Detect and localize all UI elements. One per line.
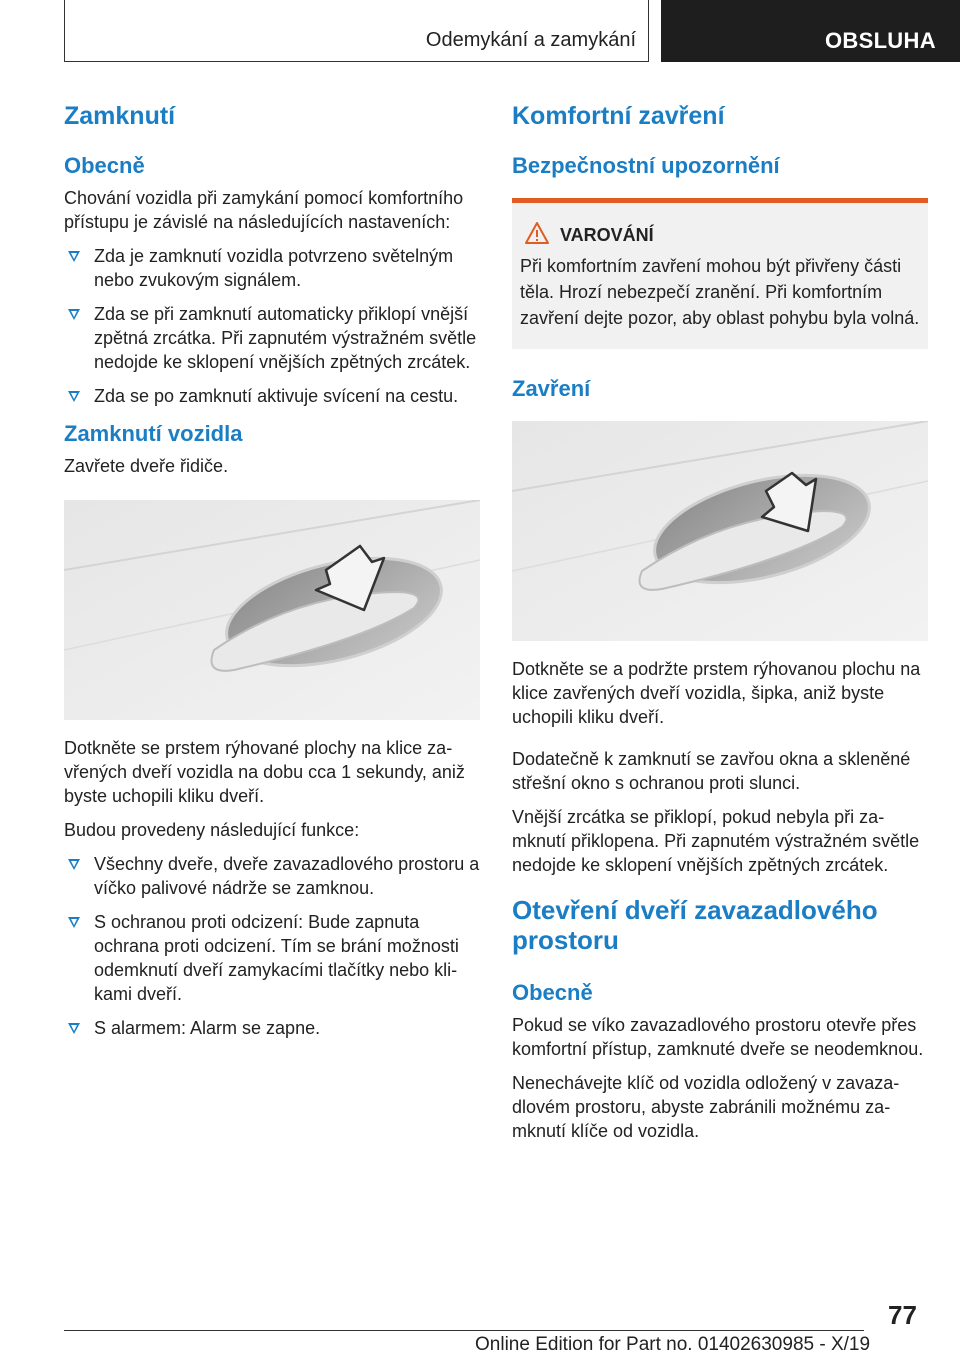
triangle-bullet-icon <box>68 309 80 320</box>
paragraph-behavior: Chování vozidla při zamykání pomocí komfortního přístupu je závislé na následujících nastaveních: <box>64 188 464 232</box>
page-number: 77 <box>888 1300 917 1330</box>
triangle-bullet-icon <box>68 391 80 402</box>
paragraph-windows: Dodatečně k zamknutí se zavřou okna a skleněné střešní okno s ochranou proti slunci. <box>512 749 911 793</box>
door-handle-illustration <box>64 500 480 720</box>
paragraph-touch: Dotkněte se prstem rýhované plochy na klice zavřených dveří vozidla na dobu cca 1 sekundy, aniž byste uchopili kliku dveří. <box>64 738 465 806</box>
paragraph-mirrors: Vnější zrcátka se přiklopí, pokud nebyla při zamknutí přiklopena. Při zapnutém výstražném světle nedojde ke sklopení vnějších zpětných zrcátek. <box>512 807 920 875</box>
list-item <box>64 244 480 292</box>
list-item-text: S alarmem: Alarm se zapne. <box>94 1018 321 1038</box>
heading-general-2: Obecně <box>512 980 593 1005</box>
warning-triangle-icon <box>524 221 550 245</box>
list-item-text: Zda je zamknutí vozidla potvrzeno světelným nebo zvukovým signálem. <box>94 246 454 290</box>
list-item <box>64 1016 480 1040</box>
paragraph-hold: Dotkněte se a podržte prstem rýhovanou plochu na klice zavřených dveří vozidla, šipka, aniž byste uchopili kliku dveří. <box>512 659 921 727</box>
triangle-bullet-icon <box>68 917 80 928</box>
footer-divider <box>64 1330 864 1331</box>
bullet-list-functions <box>64 852 480 1040</box>
list-item-text: Zda se po zamknutí aktivuje svícení na cestu. <box>94 386 459 406</box>
heading-comfort-close: Komfortní zavření <box>512 102 725 130</box>
heading-locking: Zamknutí <box>64 102 176 130</box>
header-section-box <box>64 0 649 62</box>
list-item <box>64 910 480 1006</box>
list-item-text: Všechny dveře, dveře zavazadlového prostoru a víčko palivové nádrže se zamknou. <box>94 854 480 898</box>
bullet-list-general <box>64 244 480 408</box>
triangle-bullet-icon <box>68 251 80 262</box>
heading-safety: Bezpečnostní upozornění <box>512 153 780 178</box>
list-item <box>64 302 480 374</box>
left-column <box>64 100 480 1052</box>
paragraph-close-door: Zavřete dveře řidiče. <box>64 456 229 476</box>
heading-closing: Zavření <box>512 376 591 401</box>
door-handle-illustration-arrow <box>512 421 928 641</box>
header-chapter-label: OBSLUHA <box>825 28 936 53</box>
warning-box <box>512 198 928 349</box>
warning-text: Při komfortním zavření mohou být přivřeny části těla. Hrozí nebezpečí zranění. Při komfortním zavření dejte pozor, aby oblast pohybu byla volná. <box>520 256 920 328</box>
right-column <box>512 100 928 1153</box>
paragraph-functions: Budou provedeny následující funkce: <box>64 820 360 840</box>
heading-trunk: Otevření dveří zavazadlového prostoru <box>512 895 878 955</box>
triangle-bullet-icon <box>68 1023 80 1034</box>
list-item-text: Zda se při zamknutí automaticky přiklopí vnější zpětná zrcátka. Při zapnutém výstražném světle nedojde ke sklopení vnějších zpětných zrcátek. <box>94 304 477 372</box>
heading-lock-vehicle: Zamknutí vozidla <box>64 421 243 446</box>
warning-title-row <box>560 223 920 247</box>
header-section-title: Odemykání a zamykání <box>425 29 636 51</box>
list-item <box>64 384 480 408</box>
warning-title: VAROVÁNÍ <box>560 225 654 245</box>
heading-general: Obecně <box>64 153 145 178</box>
list-item <box>64 852 480 900</box>
footer-edition: Online Edition for Part no. 01402630985 - X/19 <box>475 1334 871 1355</box>
paragraph-key: Nenechávejte klíč od vozidla odložený v zavazadlovém prostoru, abyste zabránili možnému zamknutí klíče od vozidla. <box>512 1073 900 1141</box>
list-item-text: S ochranou proti odcizení: Bude zapnuta ochrana proti odcizení. Tím se brání možnosti odemknutí dveří zamykacími tlačítky nebo klikami dveří. <box>94 912 459 1004</box>
paragraph-trunk: Pokud se víko zavazadlového prostoru otevře přes komfortní přístup, zamknuté dveře se neodemknou. <box>512 1015 924 1059</box>
triangle-bullet-icon <box>68 859 80 870</box>
header-chapter-tab <box>661 0 960 62</box>
